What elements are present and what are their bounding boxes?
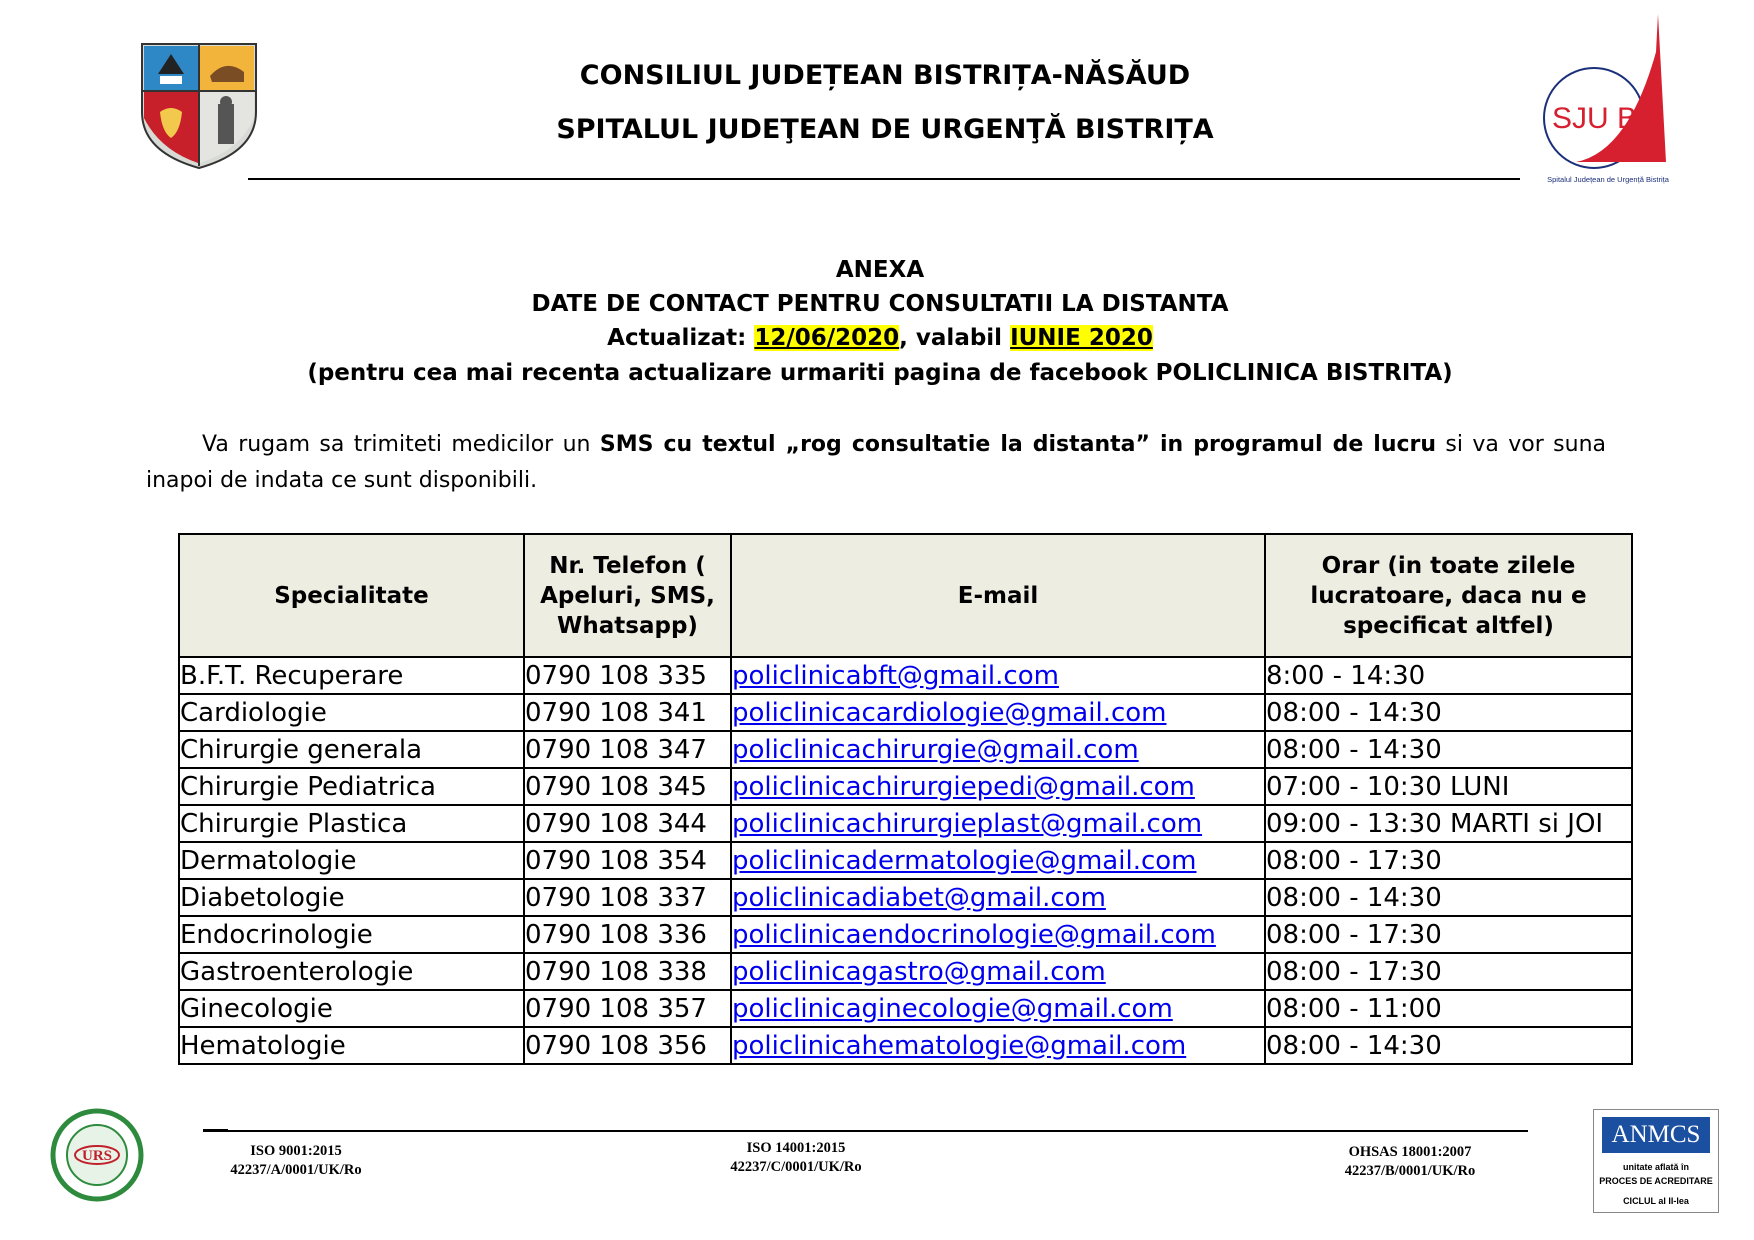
hours-cell: 09:00 - 13:30 MARTI si JOI (1265, 805, 1632, 842)
cert-code: 42237/C/0001/UK/Ro (730, 1159, 862, 1175)
specialty-cell: Chirurgie Pediatrica (179, 768, 524, 805)
phone-cell[interactable]: 0790 108 338 (524, 953, 731, 990)
email-link[interactable]: policlinicacardiologie@gmail.com (731, 694, 1265, 731)
anmcs-line3: CICLUL al II-lea (1623, 1196, 1689, 1206)
email-link[interactable]: policlinicahematologie@gmail.com (731, 1027, 1265, 1064)
facebook-note: (pentru cea mai recenta actualizare urmariti pagina de facebook POLICLINICA BISTRITA) (307, 360, 1453, 386)
cert-iso14001 (696, 1139, 896, 1177)
urs-text: URS (81, 1148, 113, 1164)
header-separator (248, 178, 1520, 180)
specialty-cell: Endocrinologie (179, 916, 524, 953)
logo-text: SJU B (1552, 102, 1638, 135)
table-row (179, 990, 1632, 1027)
header-phone: Nr. Telefon ( Apeluri, SMS, Whatsapp) (524, 534, 731, 657)
hours-cell: 08:00 - 11:00 (1265, 990, 1632, 1027)
specialty-cell: Ginecologie (179, 990, 524, 1027)
valid-month: IUNIE 2020 (1010, 325, 1153, 351)
county-coat-of-arms (140, 42, 258, 170)
specialty-cell: Gastroenterologie (179, 953, 524, 990)
specialty-cell: B.F.T. Recuperare (179, 657, 524, 694)
instructions-paragraph (146, 427, 1606, 499)
hospital-name: SPITALUL JUDEŢEAN DE URGENŢĂ BISTRIȚA (556, 114, 1214, 145)
hours-cell: 08:00 - 14:30 (1265, 694, 1632, 731)
table-row (179, 842, 1632, 879)
cert-standard: ISO 14001:2015 (746, 1140, 846, 1156)
specialty-cell: Chirurgie Plastica (179, 805, 524, 842)
hours-cell: 8:00 - 14:30 (1265, 657, 1632, 694)
valid-prefix: , valabil (899, 325, 1011, 351)
table-row (179, 768, 1632, 805)
table-header-row (179, 534, 1632, 657)
email-link[interactable]: policlinicagastro@gmail.com (731, 953, 1265, 990)
footer-separator (203, 1130, 1528, 1132)
email-link[interactable]: policlinicachirurgiepedi@gmail.com (731, 768, 1265, 805)
updated-prefix: Actualizat: (607, 325, 755, 351)
email-link[interactable]: policlinicaendocrinologie@gmail.com (731, 916, 1265, 953)
phone-cell[interactable]: 0790 108 341 (524, 694, 731, 731)
annex-title: ANEXA (835, 257, 925, 283)
phone-cell[interactable]: 0790 108 345 (524, 768, 731, 805)
specialty-cell: Chirurgie generala (179, 731, 524, 768)
hours-cell: 08:00 - 17:30 (1265, 842, 1632, 879)
phone-cell[interactable]: 0790 108 336 (524, 916, 731, 953)
table-row (179, 916, 1632, 953)
hours-cell: 08:00 - 17:30 (1265, 953, 1632, 990)
header-specialty: Specialitate (179, 534, 524, 657)
phone-cell[interactable]: 0790 108 354 (524, 842, 731, 879)
cert-code: 42237/A/0001/UK/Ro (230, 1162, 362, 1178)
hours-cell: 08:00 - 14:30 (1265, 731, 1632, 768)
email-link[interactable]: policlinicachirurgie@gmail.com (731, 731, 1265, 768)
cert-ohsas18001 (1300, 1143, 1520, 1181)
phone-cell[interactable]: 0790 108 344 (524, 805, 731, 842)
specialty-cell: Hematologie (179, 1027, 524, 1064)
phone-cell[interactable]: 0790 108 356 (524, 1027, 731, 1064)
email-link[interactable]: policlinicadiabet@gmail.com (731, 879, 1265, 916)
anmcs-accreditation-badge (1593, 1109, 1719, 1213)
intro-bold: SMS cu textul „rog consultatie la distanta” in programul de lucru (599, 432, 1437, 457)
intro-part1: Va rugam sa trimiteti medicilor un (202, 432, 600, 457)
council-name: CONSILIUL JUDEȚEAN BISTRIȚA-NĂSĂUD (579, 60, 1191, 91)
hospital-logo (1538, 12, 1678, 190)
phone-cell[interactable]: 0790 108 357 (524, 990, 731, 1027)
anmcs-logo: ANMCS (1602, 1117, 1710, 1153)
hours-cell: 08:00 - 14:30 (1265, 879, 1632, 916)
cert-iso9001 (196, 1142, 396, 1180)
header-hours: Orar (in toate zilele lucratoare, daca nu e specificat altfel) (1265, 534, 1632, 657)
urs-certification-seal (50, 1108, 144, 1202)
table-row (179, 1027, 1632, 1064)
anmcs-line2: PROCES DE ACREDITARE (1599, 1176, 1713, 1186)
header-email: E-mail (731, 534, 1265, 657)
table-row (179, 879, 1632, 916)
cert-standard: ISO 9001:2015 (250, 1143, 342, 1159)
cert-code: 42237/B/0001/UK/Ro (1344, 1163, 1476, 1179)
specialty-cell: Diabetologie (179, 879, 524, 916)
hours-cell: 08:00 - 17:30 (1265, 916, 1632, 953)
email-link[interactable]: policlinicabft@gmail.com (731, 657, 1265, 694)
updated-date: 12/06/2020 (754, 325, 900, 351)
hours-cell: 07:00 - 10:30 LUNI (1265, 768, 1632, 805)
phone-cell[interactable]: 0790 108 335 (524, 657, 731, 694)
table-row (179, 657, 1632, 694)
logo-caption: Spitalul Județean de Urgență Bistrița (1547, 175, 1669, 184)
specialty-cell: Dermatologie (179, 842, 524, 879)
email-link[interactable]: policlinicaginecologie@gmail.com (731, 990, 1265, 1027)
email-link[interactable]: policlinicachirurgieplast@gmail.com (731, 805, 1265, 842)
table-row (179, 694, 1632, 731)
intro-part2: si va vor suna inapoi de indata ce sunt disponibili. (146, 432, 1606, 493)
specialty-cell: Cardiologie (179, 694, 524, 731)
anmcs-line1: unitate aflată în (1622, 1162, 1689, 1172)
contacts-table (178, 533, 1633, 1065)
table-row (179, 805, 1632, 842)
cert-standard: OHSAS 18001:2007 (1348, 1144, 1472, 1160)
phone-cell[interactable]: 0790 108 347 (524, 731, 731, 768)
phone-cell[interactable]: 0790 108 337 (524, 879, 731, 916)
hours-cell: 08:00 - 14:30 (1265, 1027, 1632, 1064)
table-row (179, 731, 1632, 768)
update-line (160, 325, 1600, 351)
table-row (179, 953, 1632, 990)
email-link[interactable]: policlinicadermatologie@gmail.com (731, 842, 1265, 879)
annex-subtitle: DATE DE CONTACT PENTRU CONSULTATII LA DISTANTA (531, 291, 1229, 317)
